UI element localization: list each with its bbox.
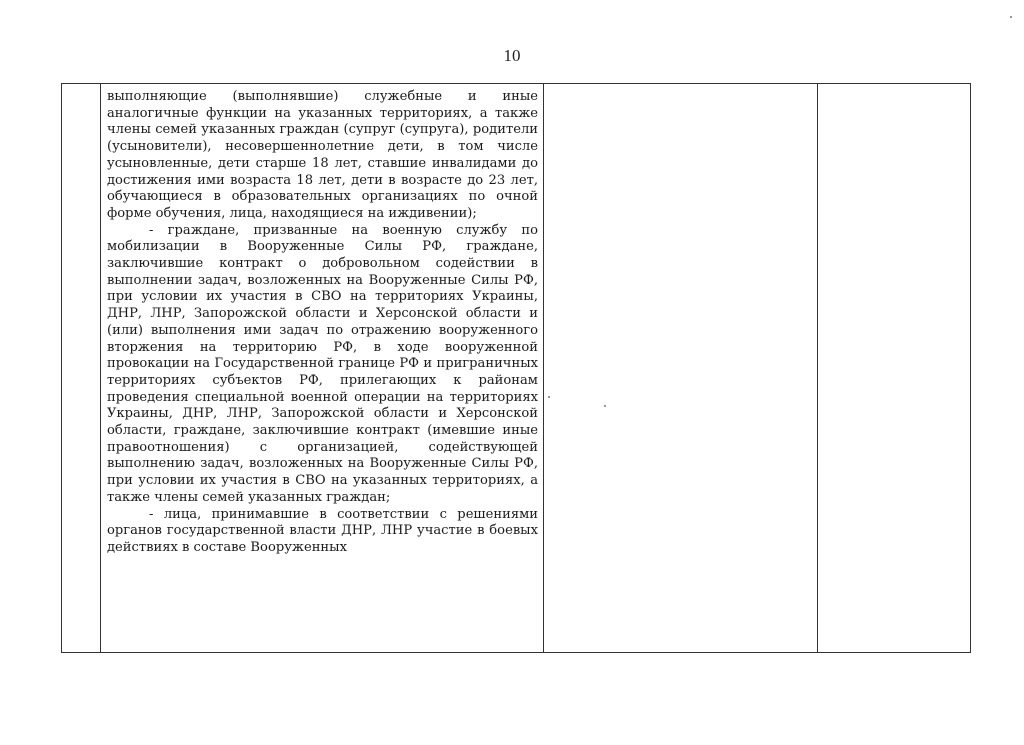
paragraph-dnr-lnr-participants: - лица, принимавшие в соответствии с решениями органов государственной власти ДНР, ЛНР участие в боевых действиях в составе Вооруженных (107, 506, 538, 555)
document-table (61, 83, 971, 653)
scan-speck (1010, 16, 1012, 18)
scan-speck (548, 396, 550, 398)
scan-speck (604, 405, 606, 407)
table-column-number (62, 84, 101, 652)
paragraph-mobilized-citizens: - граждане, призванные на военную службу по мобилизации в Вооруженные Силы РФ, граждане, заключившие контракт о добровольном содействии в выполнении задач, возложенных на Вооруженные Силы РФ, при условии их участия в СВО на территориях Украины, ДНР, ЛНР, Запорожской области и Херсонской области и (или) выполнения ими задач по отражению вооруженного вторжения на территорию РФ, в ходе вооруженной провокации на Государственной границе РФ и приграничных территориях субъектов РФ, прилегающих к районам проведения специальной военной операции на территориях Украины, ДНР, ЛНР, Запорожской области и Херсонской области, граждане, заключившие контракт (имевшие иные правоотношения) с организацией, содействующей выполнению задач, возложенных на Вооруженные Силы РФ, при условии их участия в СВО на указанных территориях, а также члены семей указанных граждан; (107, 222, 538, 505)
page-number: 10 (503, 46, 521, 65)
table-column-empty-3 (544, 84, 818, 652)
paragraph-continuation: выполняющие (выполнявшие) служебные и иные аналогичные функции на указанных территориях, а также члены семей указанных граждан (супруг (супруга), родители (усыновители), несовершеннолетние дети, в том числе усыновленные, дети старше 18 лет, ставшие инвалидами до достижения ими возраста 18 лет, дети в возрасте до 23 лет, обучающиеся в образовательных организациях по очной форме обучения, лица, находящиеся на иждивении); (107, 89, 538, 221)
table-column-empty-4 (818, 84, 971, 652)
table-column-text (101, 84, 544, 652)
